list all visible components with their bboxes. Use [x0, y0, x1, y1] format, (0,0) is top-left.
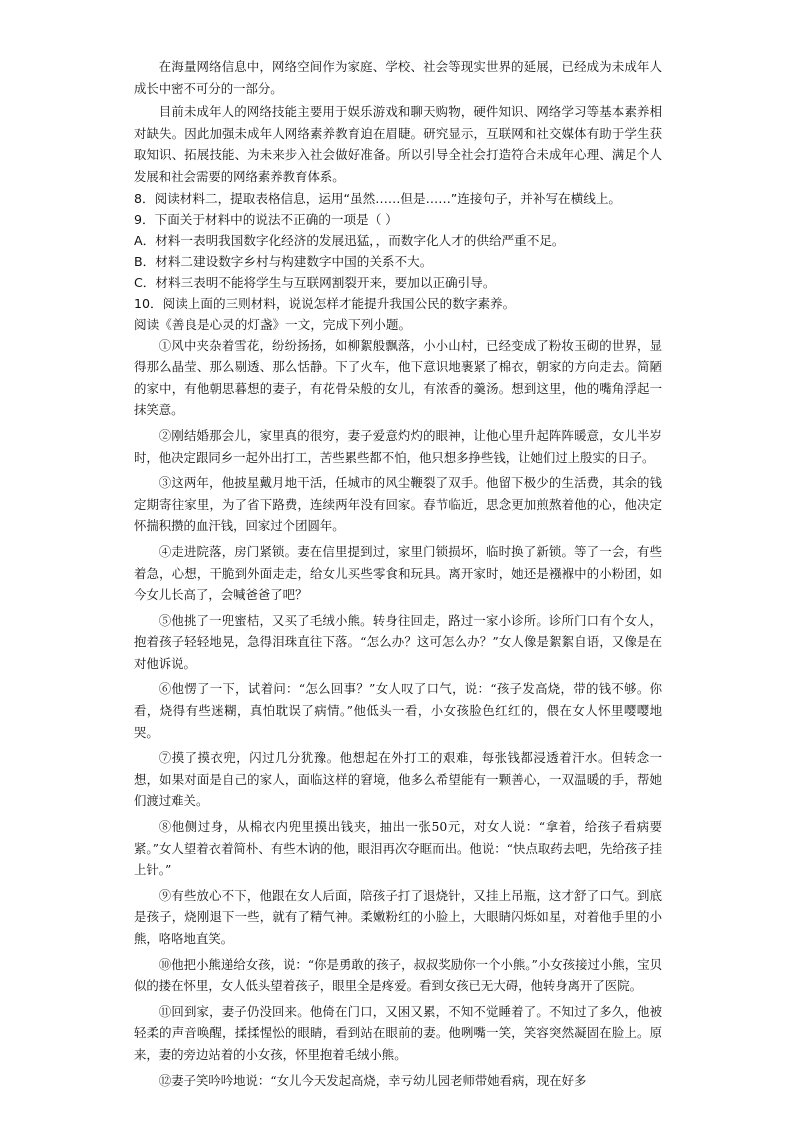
story-paragraph-8: ⑧他侧过身，从棉衣内兜里摸出钱夹，抽出一张50元，对女人说：“拿着，给孩子看病要紧。”女人望着衣着简朴、有些木讷的他，眼泪再次夺眶而出。他说：“快点取药去吧，先给孩子挂上针。”: [134, 819, 662, 878]
question-10: 10．阅读上面的三则材料，说说怎样才能提升我国公民的数字素养。: [134, 295, 516, 311]
reading-instruction: 阅读《善良是心灵的灯盏》一文，完成下列小题。: [134, 316, 412, 332]
story-paragraph-4: ④走进院落，房门紧锁。妻在信里提到过，家里门锁损坏，临时换了新锁。等了一会，有些着急，心想，干脆到外面走走，给女儿买些零食和玩具。离开家时，她还是襁褓中的小粉团，如今女儿长高了，会喊爸爸了吧？: [134, 543, 662, 603]
option-b: B．材料二建设数字乡村与构建数字中国的关系不大。: [134, 253, 433, 269]
story-paragraph-12: ⑫妻子笑吟吟地说：“女儿今天发起高烧，幸亏幼儿园老师带她看病，现在好多: [158, 1072, 587, 1088]
story-paragraph-1: ①风中夹杂着雪花，纷纷扬扬，如柳絮般飘落，小小山村，已经变成了粉妆玉砌的世界，显得那么晶莹、那么剔透、那么恬静。下了火车，他下意识地裹紧了棉衣，朝家的方向走去。简陋的家中，有他朝思暮想的妻子，有花骨朵般的女儿，有浓香的羹汤。想到这里，他的嘴角浮起一抹笑意。: [134, 337, 662, 418]
story-paragraph-6: ⑥他愣了一下，试着问：“怎么回事？”女人叹了口气，说：“孩子发高烧，带的钱不够。你看，烧得有些迷糊，真怕耽误了病情。”他低头一看，小女孩脸色红红的，偎在女人怀里嘤嘤地哭。: [134, 681, 662, 740]
question-8: 8．阅读材料二，提取表格信息，运用“虽然……但是……”连接句子，并补写在横线上。: [134, 190, 622, 206]
story-paragraph-9: ⑨有些放心不下，他跟在女人后面，陪孩子打了退烧针，又挂上吊瓶，这才舒了口气。到底是孩子，烧刚退下一些，就有了精气神。柔嫩粉红的小脸上，大眼睛闪烁如星，对着他手里的小熊，咯咯地直笑。: [134, 887, 662, 946]
document-page: [134, 56, 662, 1091]
option-c: C．材料三表明不能将学生与互联网割裂开来，要加以正确引导。: [134, 274, 496, 290]
story-paragraph-10: ⑩他把小熊递给女孩，说：“你是勇敢的孩子，叔叔奖励你一个小熊。”小女孩接过小熊，宝贝似的搂在怀里，女人低头望着孩子，眼里全是疼爱。看到女孩已无大碍，他转身离开了医院。: [134, 956, 662, 994]
story-paragraph-5: ⑤他挑了一兜蜜桔，又买了毛绒小熊。转身往回走，路过一家小诊所。诊所门口有个女人，抱着孩子轻轻地晃，急得泪珠直往下落。“怎么办？这可怎么办？”女人像是絮絮自语，又像是在对他诉说。: [134, 612, 662, 671]
story-paragraph-7: ⑦摸了摸衣兜，闪过几分犹豫。他想起在外打工的艰难，每张钱都浸透着汗水。但转念一想，如果对面是自己的家人，面临这样的窘境，他多么希望能有一颗善心，一双温暖的手，帮她们渡过难关。: [134, 750, 662, 809]
story-paragraph-11: ⑪回到家，妻子仍没回来。他倚在门口，又困又累，不知不觉睡着了。不知过了多久，他被轻柔的声音唤醒，揉揉惺忪的眼睛，看到站在眼前的妻。他咧嘴一笑，笑容突然凝固在脸上。原来，妻的旁边站着的小女孩，怀里抱着毛绒小熊。: [134, 1003, 662, 1062]
story-paragraph-3: ③这两年，他披星戴月地干活，任城市的风尘鞭裂了双手。他留下极少的生活费，其余的钱定期寄往家里，为了省下路费，连续两年没有回家。春节临近，思念更加煎熬着他的心，他决定怀揣积攒的血汗钱，回家过个团圆年。: [134, 475, 662, 534]
question-9: 9．下面关于材料中的说法不正确的一项是（ ）: [134, 211, 398, 227]
material-paragraph-1: 在海量网络信息中，网络空间作为家庭、学校、社会等现实世界的延展，已经成为未成年人成长中密不可分的一部分。: [134, 59, 662, 96]
story-paragraph-2: ②刚结婚那会儿，家里真的很穷，妻子爱意灼灼的眼神，让他心里升起阵阵暖意，女儿半岁时，他决定跟同乡一起外出打工，苦些累些都不怕，他只想多挣些钱，让她们过上殷实的日子。: [134, 427, 662, 465]
material-paragraph-2: 目前未成年人的网络技能主要用于娱乐游戏和聊天购物，硬件知识、网络学习等基本素养相对缺失。因此加强未成年人网络素养教育迫在眉睫。研究显示，互联网和社交媒体有助于学生获取知识、拓展技能、为未来步入社会做好准备。所以引导全社会打造符合未成年心理、满足个人发展和社会需要的网络素养教育体系。: [134, 104, 662, 184]
option-a: A．材料一表明我国数字化经济的发展迅猛，，而数字化人才的供给严重不足。: [134, 232, 565, 248]
